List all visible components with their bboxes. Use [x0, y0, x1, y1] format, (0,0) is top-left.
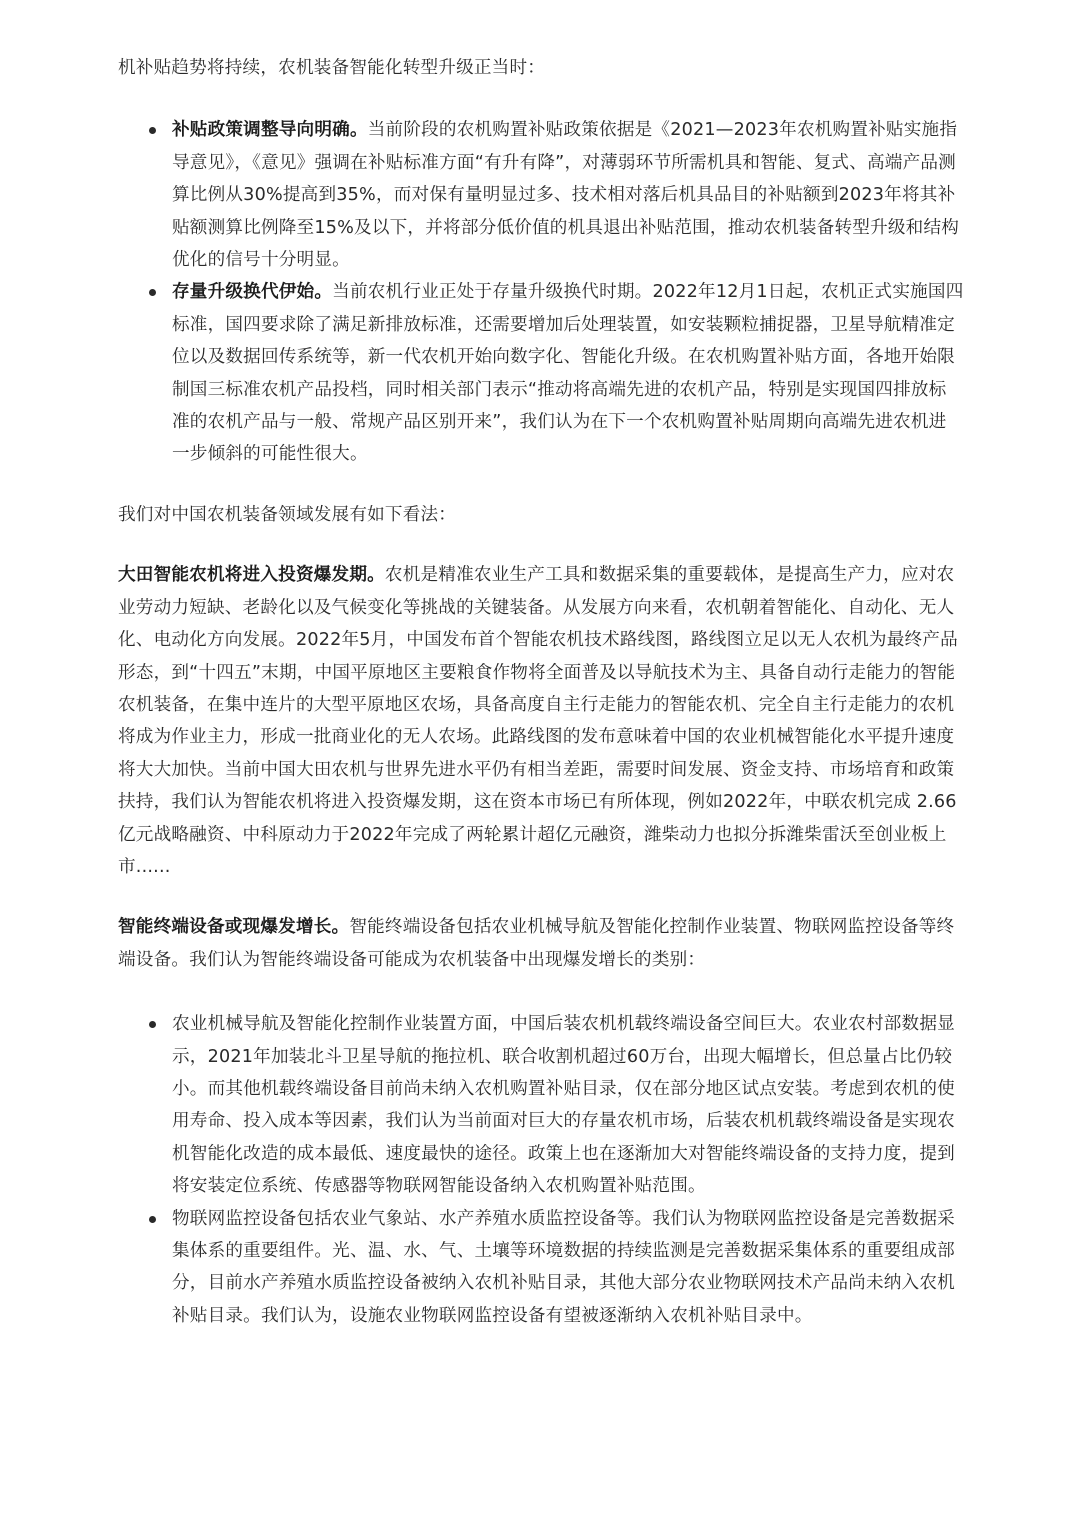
list-item: 农业机械导航及智能化控制作业装置方面，中国后装农机机载终端设备空间巨大。农业农村部数据显示，2021年加装北斗卫星导航的拖拉机、联合收割机超过60万台，出现大幅增长，但总量占比仍较小。而其他机载终端设备目前尚未纳入农机购置补贴目录，仅在部分地区试点安装。考虑到农机的使用寿命、投入成本等因素，我们认为当前面对巨大的存量农机市场，后装农机机载终端设备是实现农机智能化改造的成本最低、速度最快的途径。政策上也在逐渐加大对智能终端设备的支持力度，提到将安装定位系统、传感器等物联网智能设备纳入农机购置补贴范围。 — [172, 1008, 964, 1202]
views-intro: 我们对中国农机装备领域发展有如下看法： — [118, 504, 457, 525]
list-item — [172, 276, 964, 470]
intro-line: 机补贴趋势将持续，农机装备智能化转型升级正当时： — [118, 58, 546, 78]
bullet-text: 当前农机行业正处于存量升级换代时期。2022年12月1日起，农机正式实施国四标准，国四要求除了满足新排放标准，还需要增加后处理装置，如安装颗粒捕捉器，卫星导航精准定位以及数据回传系统等，新一代农机开始向数字化、智能化升级。在农机购置补贴方面，各地开始限制国三标准农机产品投档，同时相关部门表示“推动将高端先进的农机产品，特别是实现国四排放标准的农机产品与一般、常规产品区别开来”，我们认为在下一个农机购置补贴周期向高端先进农机进一步倾斜的可能性很大。 — [172, 282, 964, 465]
paragraph-heading: 大田智能农机将进入投资爆发期。 — [118, 565, 385, 586]
paragraph-text: 农机是精准农业生产工具和数据采集的重要载体，是提高生产力，应对农业劳动力短缺、老龄化以及气候变化等挑战的关键装备。从发展方向来看，农机朝着智能化、自动化、无人化、电动化方向发展。2022年5月，中国发布首个智能农机技术路线图，路线图立足以无人农机为最终产品形态，到“十四五”末期，中国平原地区主要粮食作物将全面普及以导航技术为主、具备自动行走能力的智能农机装备，在集中连片的大型平原地区农场，具备高度自主行走能力的智能农机、完全自主行走能力的农机将成为作业主力，形成一批商业化的无人农场。此路线图的发布意味着中国的农业机械智能化水平提升速度将大大加快。当前中国大田农机与世界先进水平仍有相当差距，需要时间发展、资金支持、市场培育和政策扶持，我们认为智能农机将进入投资爆发期，这在资本市场已有所体现，例如2022年，中联农机完成 2.66 亿元战略融资、中科原动力于2022年完成了两轮累计超亿元融资，潍柴动力也拟分拆潍柴雷沃至创业板上市...... — [118, 565, 958, 877]
list-item: 物联网监控设备包括农业气象站、水产养殖水质监控设备等。我们认为物联网监控设备是完善数据采集体系的重要组件。光、温、水、气、土壤等环境数据的持续监测是完善数据采集体系的重要组成部分，目前水产养殖水质监控设备被纳入农机补贴目录，其他大部分农业物联网技术产品尚未纳入农机补贴目录。我们认为，设施农业物联网监控设备有望被逐渐纳入农机补贴目录中。 — [172, 1203, 964, 1333]
paragraph-smart-terminal — [118, 911, 964, 976]
subsidy-trend-list — [118, 114, 964, 470]
list-item — [172, 114, 964, 276]
paragraph-heading: 智能终端设备或现爆发增长。 — [118, 917, 350, 938]
terminal-device-list — [118, 1008, 964, 1332]
article-body — [118, 52, 964, 1332]
bullet-text: 当前阶段的农机购置补贴政策依据是《2021—2023年农机购置补贴实施指导意见》，《意见》强调在补贴标准方面“有升有降”，对薄弱环节所需机具和智能、复式、高端产品测算比例从30%提高到35%，而对保有量明显过多、技术相对落后机具品目的补贴额到2023年将其补贴额测算比例降至15%及以下，并将部分低价值的机具退出补贴范围，推动农机装备转型升级和结构优化的信号十分明显。 — [172, 120, 960, 271]
paragraph-text: 智能终端设备包括农业机械导航及智能化控制作业装置、物联网监控设备等终端设备。我们认为智能终端设备可能成为农机装备中出现爆发增长的类别： — [118, 917, 955, 970]
bullet-heading: 补贴政策调整导向明确。 — [172, 120, 368, 141]
bullet-heading: 存量升级换代伊始。 — [172, 282, 333, 303]
paragraph-smart-field-machinery — [118, 559, 964, 883]
